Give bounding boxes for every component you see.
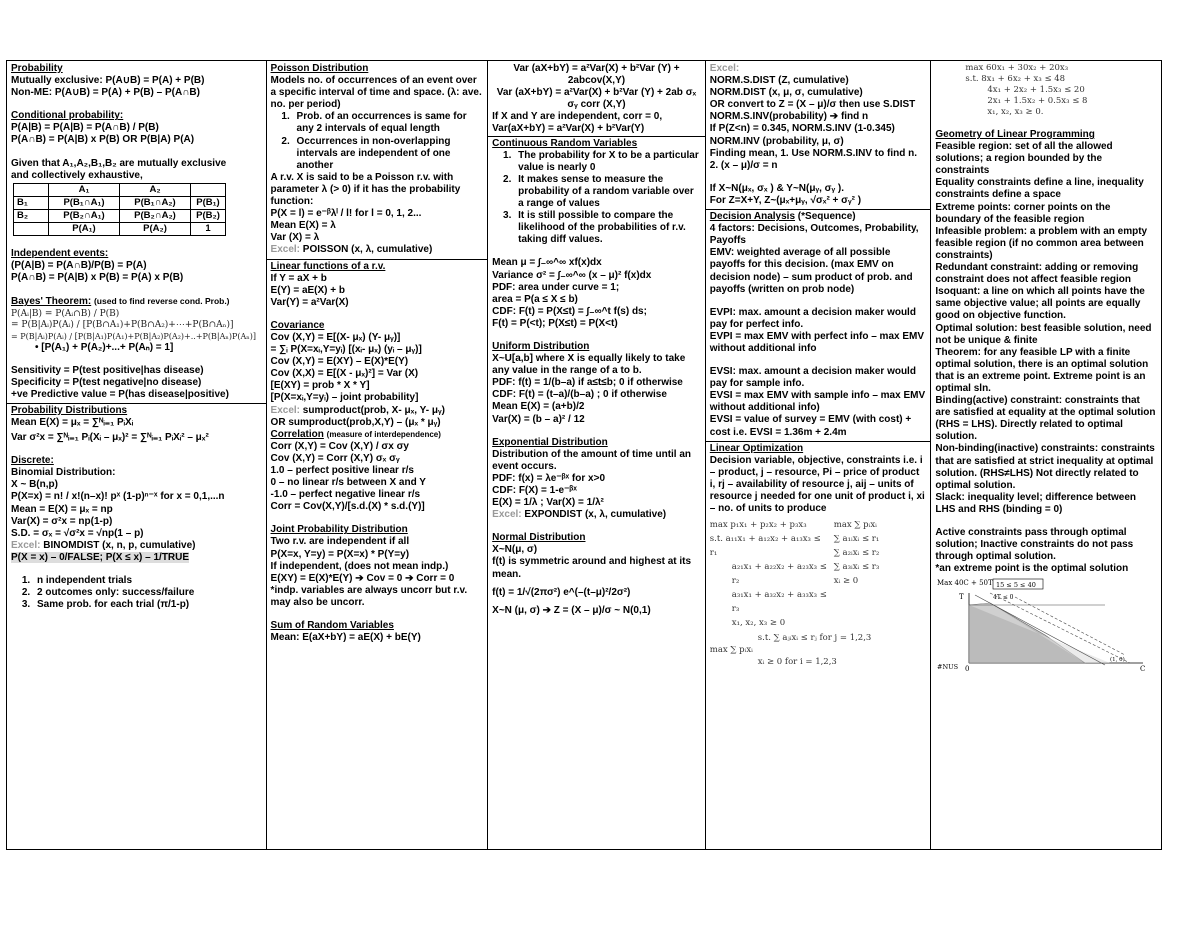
poisson-definition: A r.v. X is said to be a Poisson r.v. with parameter λ (> 0) if it has the probability function: (270, 171, 461, 208)
normal-pdf: f(t) = 1/√(2πσ²) e^(–(t–μ)²/2σ²) (492, 586, 631, 598)
uniform-var: Var(X) = (b – a)² / 12 (492, 413, 585, 425)
joint-2: P(X=x, Y=y) = P(X=x) * P(Y=y) (270, 548, 410, 560)
table-row (14, 209, 226, 222)
binomial-sd: S.D. = σₓ = √σ²x = √np(1 – p) (11, 527, 144, 539)
correlation-3: 1.0 – perfect positive linear r/s (270, 465, 414, 476)
excel-5: If P(Z<n) = 0.345, NORM.S.INV (1-0.345) (709, 123, 895, 135)
bayes-note: (used to find reverse cond. Prob.) (93, 296, 230, 307)
joint-3: If independent, (does not mean indp.) (270, 560, 449, 572)
linear-1: If Y = aX + b (270, 272, 327, 284)
lp-sum-constraint-3: ∑ a₃ᵢxᵢ ≤ r₃ (833, 562, 880, 573)
conditional-heading: Conditional probability: (11, 110, 124, 122)
normal-heading: Normal Distribution (492, 532, 586, 544)
list-item: 2. 2 outcomes only: success/failure (33, 587, 262, 599)
excel-1: NORM.S.DIST (Z, cumulative) (709, 75, 849, 87)
table-cell: A₁ (49, 183, 120, 196)
covariance-5: [E(XY) = prob * X * Y] (270, 380, 370, 392)
table-row (14, 196, 226, 209)
independent-rule-2: P(A∩B) = P(A|B) x P(B) = P(A) x P(B) (11, 272, 184, 284)
figure-constraint-1: 15 ≤ 5 ≤ 40 (996, 581, 1037, 590)
excel-label: Excel: (492, 509, 522, 521)
var-sum-3: If X and Y are independent, corr = 0, (492, 111, 663, 123)
decision-note: (*Sequence) (797, 211, 856, 223)
given-line-1: Given that A₁,A₂,B₁,B₂ are mutually exclusive (11, 157, 227, 169)
poisson-conditions (271, 111, 484, 171)
conditional-rule-2: P(A∩B) = P(A|B) x P(B) OR P(B|A) P(A) (11, 134, 195, 146)
table-cell (191, 183, 226, 196)
list-item: 3. Same prob. for each trial (π/1-p) (33, 599, 262, 611)
decision-evpi: EVPI: max. amount a decision maker would pay for perfect info. (709, 306, 916, 330)
normal-symmetry: f(t) is symmetric around and highest at its mean. (492, 556, 692, 580)
lp-sum-constraint-2: ∑ a₂ᵢxᵢ ≤ r₂ (833, 548, 880, 559)
list-item: 1. n independent trials (33, 575, 262, 587)
table-cell: P(A₂) (120, 223, 191, 236)
lp-example-c2: 4x₁ + 2x₂ + 1.5x₃ ≤ 20 (987, 85, 1085, 95)
excel-6: NORM.INV (probability, μ, σ) (709, 135, 844, 147)
binomial-mean: Mean = E(X) = μₓ = np (11, 503, 113, 515)
table-cell: 1 (191, 223, 226, 236)
feasible-region-figure (935, 575, 1150, 673)
sum-rv-mean: Mean: E(aX+bY) = aE(X) + bE(Y) (270, 632, 421, 644)
covariance-4: Cov (X,X) = E[(X - μₓ)²] = Var (X) (270, 368, 419, 380)
linear-functions-heading: Linear functions of a r.v. (270, 260, 386, 272)
lp-constraint-3: a₃₁x₁ + a₃₂x₂ + a₃₃x₃ ≤ r₃ (731, 590, 827, 615)
geometry-heading: Geometry of Linear Programming (935, 129, 1095, 140)
joint-4: E(XY) = E(X)*E(Y) ➔ Cov = 0 ➔ Corr = 0 (270, 572, 455, 584)
excel-3: OR convert to Z = (X – μ)/σ then use S.DIST (709, 99, 916, 111)
expondist-function: EXPONDIST (x, λ, cumulative) (524, 509, 667, 521)
decision-evsi-formula: EVSI = max EMV with sample info – max EMV without additional info) (709, 390, 926, 414)
table-cell: P(B₁) (191, 196, 226, 209)
independent-heading: Independent events: (11, 248, 109, 260)
lp-example (935, 63, 1157, 118)
lp-compact-st: s.t. ∑ aⱼᵢxᵢ ≤ rⱼ for j = 1,2,3 (757, 633, 872, 644)
table-cell: P(A₁) (49, 223, 120, 236)
geometry-extreme-optimal: *an extreme point is the optimal solution (935, 563, 1129, 575)
covariance-6: [P(X=xᵢ,Y=yᵢ) – joint probability] (270, 392, 419, 404)
lp-sum-constraint-1: ∑ a₁ᵢxᵢ ≤ r₁ (833, 534, 880, 545)
correlation-note: (measure of interdependence) (326, 429, 441, 439)
table-cell: B₁ (14, 196, 49, 209)
predictive-value: +ve Predictive value = P(has disease|positive) (11, 388, 229, 400)
excel-4: NORM.S.INV(probability) ➔ find n (709, 111, 869, 123)
list-item: 2. It makes sense to measure the probability of a random variable over a range of values (514, 174, 701, 210)
poisson-pmf: P(X = l) = e⁻ᵝλˡ / l! for l = 0, 1, 2... (270, 208, 422, 220)
continuous-heading: Continuous Random Variables (492, 137, 638, 149)
list-item: 2. Occurrences in non-overlapping intervals are independent of one another (293, 136, 484, 172)
column-excel-decision (706, 61, 932, 849)
continuous-variance: Variance σ² = ∫₋∞^∞ (x – μ)² f(x)dx (492, 269, 652, 281)
correlation-6: Corr = Cov(X,Y)/[s.d.(X) * s.d.(Y)] (270, 501, 425, 513)
exponential-cdf: CDF: F(X) = 1-e⁻ᵝˣ (492, 485, 577, 496)
bayes-bullet: [P(A₁) + P(A₂)+...+ P(Aₙ) = 1] (41, 341, 174, 353)
column-continuous (488, 61, 706, 849)
covariance-3: Cov (X,Y) = E(XY) – E(X)*E(Y) (270, 356, 409, 368)
lp-formulation (710, 518, 927, 630)
decision-evpi-formula: EVPI = max EMV with perfect info – max EMV without additional info (709, 330, 925, 354)
joint-heading: Joint Probability Distribution (270, 524, 408, 536)
non-me-rule: Non-ME: P(A∪B) = P(A) + P(B) – P(A∩B) (11, 87, 200, 99)
decision-evsi-value: EVSI = value of survey = EMV (with cost) + cost i.e. EVSI = 1.36m + 2.4m (709, 414, 912, 438)
table-cell: P(B₂) (191, 209, 226, 222)
origin-label: 0 (965, 665, 970, 674)
bayes-formula-1: P(Aᵢ|B) = P(Aᵢ∩B) / P(B) (11, 308, 120, 319)
uniform-heading: Uniform Distribution (492, 340, 590, 352)
normal-notation: X~N(μ, σ) (492, 544, 538, 556)
lp-sum-objective: max ∑ pᵢxᵢ (833, 520, 877, 531)
binomial-heading: Binomial Distribution: (11, 467, 116, 479)
cheat-sheet (6, 60, 1162, 850)
table-cell: B₂ (14, 209, 49, 222)
binomial-pmf: P(X=x) = n! / x!(n–x)! pˣ (1-p)ⁿ⁻ˣ for x = 0,1,...n (11, 491, 225, 503)
lp-compact-nonneg: xᵢ ≥ 0 for i = 1,2,3 (757, 657, 837, 668)
geometry-optimal: Optimal solution: best feasible solution, need not be unique & finite (935, 322, 1152, 346)
lp-example-objective: max 60x₁ + 30x₂ + 20x₃ (965, 63, 1069, 73)
joint-1: Two r.v. are independent if all (270, 536, 410, 548)
decision-evsi: EVSI: max. amount a decision maker would pay for sample info. (709, 366, 916, 390)
table-cell: P(B₂∩A₂) (120, 209, 191, 222)
covariance-7: sumproduct(prob, X- μₓ, Y- μᵧ) (302, 404, 445, 416)
linear-3: Var(Y) = a²Var(X) (270, 296, 349, 308)
list-item: 1. The probability for X to be a particular value is nearly 0 (514, 150, 701, 174)
linear-2: E(Y) = aE(X) + b (270, 284, 346, 296)
correlation-4: 0 – no linear r/s between X and Y (270, 477, 426, 489)
exponential-1: Distribution of the amount of time until an event occurs. (492, 448, 692, 472)
sensitivity: Sensitivity = P(test positive|has disease) (11, 364, 204, 376)
lp-sum-nonneg: xᵢ ≥ 0 (833, 576, 859, 587)
figure-title: Max 40C + 50T (937, 579, 994, 588)
exponential-moments: E(X) = 1/λ ; Var(X) = 1/λ² (492, 497, 604, 509)
correlation-2: Cov (X,Y) = Corr (X,Y) σₓ σᵧ (270, 452, 400, 464)
joint-probability-table (13, 183, 226, 236)
excel-9: For Z=X+Y, Z~(μₓ+μᵧ, √σₓ² + σᵧ² ) (709, 194, 862, 206)
table-row (14, 183, 226, 196)
geometry-extreme: Extreme points: corner points on the boundary of the feasible region (935, 201, 1111, 225)
excel-label: Excel: (11, 539, 41, 551)
bayes-formula-2: = P(B|Aᵢ)P(Aᵢ) / [P(B∩A₁)+P(B∩A₂)+⋯+P(B∩Aₙ)] (11, 319, 234, 330)
x-axis-label: C (1140, 665, 1146, 674)
geometry-equality: Equality constraints define a line, inequality constraints define a space (935, 177, 1144, 201)
poisson-heading: Poisson Distribution (270, 63, 369, 74)
y-axis-label: T (959, 593, 965, 602)
table-cell (14, 183, 49, 196)
geometry-theorem: Theorem: for any feasible LP with a finite optimal solution, there is an optimal solution that is an extreme point. Extreme point is an optimal sln. (935, 346, 1149, 394)
cdf-definition: CDF: F(t) = P(X≤t) = ∫₋∞^t f(s) ds; (492, 305, 647, 317)
probability-heading: Probability (11, 63, 63, 74)
excel-7: Finding mean, 1. Use NORM.S.INV to find n. 2. (x – μ)/σ = n (709, 147, 918, 171)
excel-label: Excel: (709, 63, 740, 74)
covariance-heading: Covariance (270, 319, 325, 331)
excel-label: Excel: (270, 244, 301, 256)
column-probability: Probability Mutually exclusive: P(A∪B) = P(A) + P(B) Non-ME: P(A∪B) = P(A) + P(B) – P(A∩B) Conditional probability: P(A|B) = P(A|B) = P(A∩B) / P(B) P(A∩B) = P(A|B) x P(B) OR P(B|A) P(A) Given that A₁,A₂,B₁,B₂ are mutually exclusive and collectively exhaustive, A₁ A₂ B₁ P(B₁∩A₁) P(B₁∩A₂) P(B₁) B₂ P(B₂∩A₁) P(B₂∩A₂) P(B₂) P(A₁) P(A₂) 1 Independent events: (P(A|B) = P(A∩B)/P(B) = P(A) P(A∩B) = P(A|B) x P(B) = P(A) x P(B) Bayes' Theorem: (used to find reverse cond. Prob.) P(Aᵢ|B) = P(Aᵢ∩B) / P(B) = P(B|Aᵢ)P(Aᵢ) / [P(B∩A₁)+P(B∩A₂)+⋯+P(B∩Aₙ)] = P(B|Aᵢ)P(Aᵢ) / [P(B|A₁)P(A₁)+P(B|A₂)P(A₂)+..+P(B|Aₙ)P(Aₙ)] • [P(A₁) + P(A₂)+...+ P(Aₙ) = 1] Sensitivity = P(test positive|has disease) Specificity = P(test negative|no disease) +ve Predictive value = P(has disease|positive) Probability Distributions Mean E(X) = μₓ = ∑ᴺᵢ₌₁ PᵢXᵢ Var σ²x = ∑ᴺᵢ₌₁ Pᵢ(Xᵢ – μₓ)² = ∑ᴺᵢ₌₁ PᵢXᵢ² – μₓ² Discrete: Binomial Distribution: X ~ B(n,p) P(X=x) = n! / x!(n–x)! pˣ (1-p)ⁿ⁻ˣ for x = 0,1,...n Mean = E(X) = μₓ = np Var(X) = σ²x = np(1-p) S.D. = σₓ = √σ²x = √np(1 – p) Excel: BINOMDIST (x, n, p, cumulative) P(X = x) – 0/FALSE; P(X ≤ x) – 1/TRUE 1. n independent trials 2. 2 outcomes only: success/failure 3. Same prob. for each trial (π/1-p) (7, 61, 267, 849)
geometry-isoquant: Isoquant: a line on which all points have the same objective value; all points are equally good on objective function. (935, 286, 1145, 322)
excel-2: NORM.DIST (x, μ, σ, cumulative) (709, 87, 863, 99)
var-sum-1: Var (aX+bY) = a²Var(X) + b²Var (Y) + 2abcov(X,Y) (513, 63, 680, 87)
var-sum-2: Var (aX+bY) = a²Var(X) + b²Var (Y) + 2ab σₓ σᵧ corr (X,Y) (496, 87, 697, 111)
covariance-8: OR sumproduct(prob,X,Y) – (μₓ * μᵧ) (270, 416, 441, 428)
given-line-2: and collectively exhaustive, (11, 169, 143, 181)
poisson-function: POISSON (x, λ, cumulative) (302, 244, 433, 256)
normal-standardize: X~N (μ, σ) ➔ Z = (X – μ)/σ ~ N(0,1) (492, 604, 651, 616)
lp-constraint-2: a₂₁x₁ + a₂₂x₂ + a₂₃x₃ ≤ r₂ (731, 562, 827, 587)
excel-label: Excel: (270, 404, 301, 416)
binomial-notation: X ~ B(n,p) (11, 479, 58, 491)
table-row (14, 223, 226, 236)
bayes-formula-3: = P(B|Aᵢ)P(Aᵢ) / [P(B|A₁)P(A₁)+P(B|A₂)P(A₂)+..+P(B|Aₙ)P(Aₙ)] (11, 331, 256, 341)
poisson-mean: Mean E(X) = λ (270, 220, 336, 232)
prob-dist-heading: Probability Distributions (11, 404, 128, 416)
point-label: (1, 0) (1110, 657, 1126, 664)
uniform-mean: Mean E(X) = (a+b)/2 (492, 401, 585, 413)
specificity: Specificity = P(test negative|no disease) (11, 376, 202, 388)
column-poisson (267, 61, 489, 849)
correlation-5: -1.0 – perfect negative linear r/s (270, 489, 421, 501)
lp-nonneg: x₁, x₂, x₃ ≥ 0 (731, 618, 786, 629)
pdf-range: area = P(a ≤ X ≤ b) (492, 293, 578, 305)
lp-example-c3: 2x₁ + 1.5x₂ + 0.5x₃ ≤ 8 (987, 96, 1088, 106)
table-cell: P(B₁∩A₂) (120, 196, 191, 209)
mutually-exclusive-rule: Mutually exclusive: P(A∪B) = P(A) + P(B) (11, 75, 205, 87)
binomdist-function: BINOMDIST (x, n, p, cumulative) (43, 539, 196, 551)
pdf-area: PDF: area under curve = 1; (492, 281, 620, 293)
poisson-var: Var (X) = λ (270, 232, 320, 244)
discrete-heading: Discrete: (11, 455, 54, 467)
geometry-feasible: Feasible region: set of all the allowed solutions; a region bounded by the constraints (935, 141, 1113, 177)
table-cell: P(B₂∩A₁) (49, 209, 120, 222)
dist-mean: Mean E(X) = μₓ = ∑ᴺᵢ₌₁ PᵢXᵢ (11, 416, 134, 428)
joint-5: *indp. variables are always uncorr but r.v. may also be uncorr. (270, 584, 468, 608)
excel-8: If X~N(μₓ, σₓ ) & Y~N(μᵧ, σᵧ ). (709, 182, 845, 194)
lo-description: Decision variable, objective, constraints i.e. i – product, j – resource, Pi – price of product i, rj – availability of resource j, aij – units of resource j needed for one unit of product i, xi – no. of units to produce (709, 454, 925, 515)
geometry-active: Active constraints pass through optimal solution; Inactive constraints do not pass through optimal solution. (935, 527, 1134, 563)
continuous-properties (492, 150, 701, 247)
lp-example-c1: s.t. 8x₁ + 6x₂ + x₃ ≤ 48 (965, 74, 1066, 84)
geometry-nonbinding: Non-binding(inactive) constraints: constraints that are satisfied at strict inequality at optimal solution. (RHS≠LHS) Not directly related to optimal solution. (935, 443, 1155, 491)
bayes-heading: Bayes' Theorem: (11, 296, 92, 308)
table-cell (14, 223, 49, 236)
decision-emv: EMV: weighted average of all possible payoffs for this decision. (max EMV on decision node) – sum product of prob. and payoffs (written on prob node) (709, 247, 913, 295)
lp-example-c4: x₁, x₂, x₃ ≥ 0. (987, 107, 1044, 117)
lp-compact (710, 632, 927, 668)
covariance-2: = ∑ᵢ P(X=xᵢ,Y=yᵢ) [(xᵢ- μₓ) (yᵢ – μᵧ)] (270, 344, 422, 356)
geometry-binding: Binding(active) constraint: constraints that are satisfied at equality at the optimal solution (RHS = LHS). Directly related to optimal solution. (935, 395, 1156, 443)
list-item: 3. It is still possible to compare the likelihood of the probabilities of r.v. taking diff values. (514, 210, 701, 246)
exponential-pdf: PDF: f(x) = λe⁻ᵝˣ for x>0 (492, 472, 606, 484)
lp-objective: max p₁x₁ + p₂x₂ + p₃x₃ (709, 520, 807, 531)
independent-rule-1: (P(A|B) = P(A∩B)/P(B) = P(A) (11, 260, 147, 272)
table-cell: P(B₁∩A₁) (49, 196, 120, 209)
continuous-mean: Mean μ = ∫₋∞^∞ xf(x)dx (492, 257, 602, 269)
lo-heading: Linear Optimization (709, 442, 804, 454)
sum-rv-heading: Sum of Random Variables (270, 620, 394, 632)
covariance-1: Cov (X,Y) = E[(X- μₓ) (Y- μᵧ)] (270, 331, 401, 343)
uniform-pdf: PDF: f(t) = 1/(b–a) if a≤t≤b; 0 if otherwise (492, 377, 683, 389)
decision-heading: Decision Analysis (709, 211, 796, 223)
column-lp-geometry (931, 61, 1161, 849)
list-item: 1. Prob. of an occurrences is same for any 2 intervals of equal length (293, 111, 484, 135)
uniform-1: X~U[a,b] where X is equally likely to take any value in the range of a to b. (492, 353, 686, 377)
geometry-slack: Slack: inequality level; difference between LHS and RHS (binding = 0) (935, 491, 1137, 515)
table-cell: A₂ (120, 183, 191, 196)
decision-1: 4 factors: Decisions, Outcomes, Probability, Payoffs (709, 223, 919, 247)
uniform-cdf: CDF: F(t) = (t–a)/(b–a) ; 0 if otherwise (492, 389, 667, 401)
geometry-redundant: Redundant constraint: adding or removing constraint does not affect feasible region (935, 262, 1139, 286)
lp-compact-max: max ∑ pᵢxᵢ (709, 645, 753, 656)
binomial-conditions (11, 575, 262, 611)
cdf-note: F(t) = P(<t); P(X≤t) = P(X<t) (492, 317, 618, 329)
lp-constraint-1: s.t. a₁₁x₁ + a₁₂x₂ + a₁₃x₃ ≤ r₁ (709, 534, 821, 559)
binomdist-cumulative-note: P(X = x) – 0/FALSE; P(X ≤ x) – 1/TRUE (11, 551, 190, 563)
figure-corner-label: #NUS (937, 663, 959, 672)
correlation-heading: Correlation (270, 428, 324, 440)
binomial-var: Var(X) = σ²x = np(1-p) (11, 515, 113, 527)
var-sum-4: Var(aX+bY) = a²Var(X) + b²Var(Y) (492, 123, 645, 135)
dist-var: Var σ²x = ∑ᴺᵢ₌₁ Pᵢ(Xᵢ – μₓ)² = ∑ᴺᵢ₌₁ PᵢXᵢ² – μₓ² (11, 432, 209, 444)
exponential-heading: Exponential Distribution (492, 436, 608, 448)
correlation-1: Corr (X,Y) = Cov (X,Y) / σx σy (270, 440, 409, 452)
poisson-description: Models no. of occurrences of an event over a specific interval of time and space. (λ: ave. no. per period) (270, 75, 482, 111)
geometry-infeasible: Infeasible problem: a problem with an empty feasible region (if no common area between constraints) (935, 225, 1148, 261)
figure-constraint-2: 4T ≤ 0 (993, 594, 1014, 602)
conditional-rule-1: P(A|B) = P(A|B) = P(A∩B) / P(B) (11, 122, 159, 134)
